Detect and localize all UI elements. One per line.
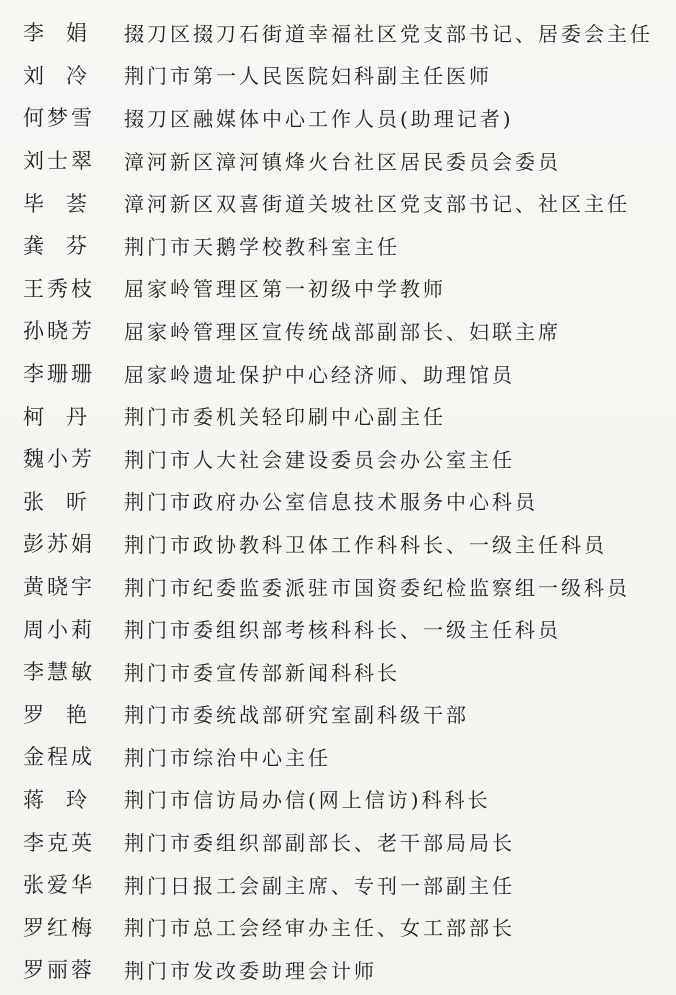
list-item	[0, 352, 676, 395]
person-title: 荆门市纪委监委派驻市国资委纪检监察组一级科员	[124, 575, 630, 600]
person-name: 彭苏娟	[23, 532, 95, 557]
person-title: 荆门市总工会经审办主任、女工部部长	[124, 916, 515, 941]
list-item	[0, 11, 676, 54]
person-title: 荆门市人大社会建设委员会办公室主任	[124, 447, 515, 472]
list-item	[0, 480, 676, 523]
person-name: 毕荟	[23, 191, 109, 216]
person-title: 荆门市政协教科卫体工作科科长、一级主任科员	[124, 532, 607, 557]
person-title: 荆门市综治中心主任	[124, 745, 331, 770]
list-item	[0, 650, 676, 693]
list-item	[0, 224, 676, 267]
person-name: 李慧敏	[23, 660, 95, 685]
person-name: 王秀枝	[23, 276, 95, 301]
person-title: 荆门市政府办公室信息技术服务中心科员	[124, 490, 538, 515]
list-item	[0, 565, 676, 608]
person-name: 周小莉	[23, 617, 95, 642]
person-name: 张昕	[23, 489, 109, 514]
person-name: 魏小芳	[23, 447, 95, 472]
person-name: 罗红梅	[23, 915, 95, 940]
person-title: 漳河新区漳河镇烽火台社区居民委员会委员	[124, 149, 561, 174]
list-item	[0, 309, 676, 352]
list-item	[0, 863, 676, 906]
honoree-list	[0, 11, 676, 991]
person-name: 金程成	[23, 745, 95, 770]
person-name: 孙晓芳	[23, 319, 95, 344]
list-item	[0, 820, 676, 863]
person-name: 刘冷	[23, 63, 109, 88]
list-item	[0, 522, 676, 565]
person-name: 何梦雪	[23, 106, 95, 131]
person-title: 荆门市第一人民医院妇科副主任医师	[124, 64, 492, 89]
list-item	[0, 96, 676, 139]
person-title: 掇刀区融媒体中心工作人员(助理记者)	[124, 106, 514, 131]
person-name: 张爱华	[23, 873, 95, 898]
list-item	[0, 735, 676, 778]
list-item	[0, 778, 676, 821]
person-title: 荆门市委组织部考核科科长、一级主任科员	[124, 618, 561, 643]
person-name: 李克英	[23, 830, 95, 855]
person-title: 荆门市发改委助理会计师	[124, 958, 377, 983]
person-name: 龚芬	[23, 234, 109, 259]
person-title: 荆门日报工会副主席、专刊一部副主任	[124, 873, 515, 898]
person-title: 掇刀区掇刀石街道幸福社区党支部书记、居委会主任	[124, 21, 653, 46]
list-item	[0, 948, 676, 991]
person-name: 柯丹	[23, 404, 109, 429]
person-title: 荆门市信访局办信(网上信访)科科长	[124, 788, 491, 813]
person-name: 罗丽蓉	[23, 958, 95, 983]
person-title: 荆门市委宣传部新闻科科长	[124, 660, 400, 685]
list-item	[0, 267, 676, 310]
person-name: 黄晓宇	[23, 575, 95, 600]
person-name: 刘士翠	[23, 149, 95, 174]
person-title: 荆门市委组织部副部长、老干部局局长	[124, 831, 515, 856]
list-item	[0, 54, 676, 97]
person-name: 罗艳	[23, 702, 109, 727]
list-item	[0, 437, 676, 480]
list-item	[0, 607, 676, 650]
list-item	[0, 139, 676, 182]
person-title: 荆门市委机关轻印刷中心副主任	[124, 405, 446, 430]
person-title: 屈家岭遗址保护中心经济师、助理馆员	[124, 362, 515, 387]
list-item	[0, 394, 676, 437]
list-item	[0, 905, 676, 948]
person-title: 荆门市委统战部研究室副科级干部	[124, 703, 469, 728]
person-title: 漳河新区双喜街道关坡社区党支部书记、社区主任	[124, 192, 630, 217]
person-name: 李娟	[23, 21, 109, 46]
list-item	[0, 693, 676, 736]
person-title: 屈家岭管理区宣传统战部副部长、妇联主席	[124, 319, 561, 344]
person-name: 蒋玲	[23, 787, 109, 812]
list-item	[0, 181, 676, 224]
person-name: 李珊珊	[23, 362, 95, 387]
person-title: 屈家岭管理区第一初级中学教师	[124, 277, 446, 302]
person-title: 荆门市天鹅学校教科室主任	[124, 234, 400, 259]
